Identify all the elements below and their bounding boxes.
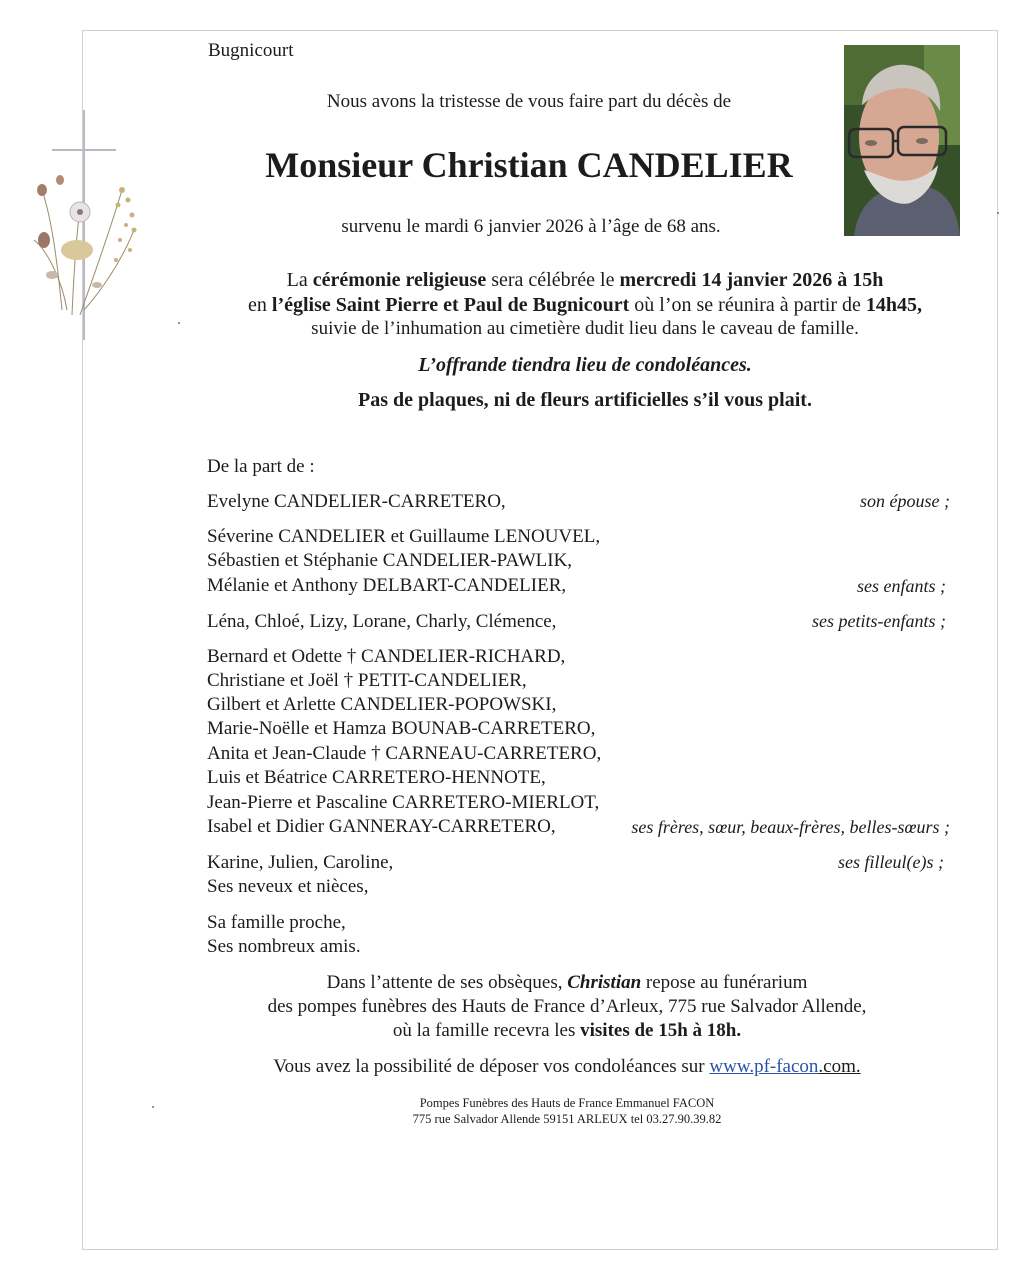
footer-address: 775 rue Salvador Allende 59151 ARLEUX tel 03.27.90.39.82: [412, 1112, 722, 1126]
role-godchildren: ses filleul(e)s ;: [838, 852, 944, 872]
repose-text: où la famille recevra les: [392, 1020, 581, 1041]
condolences-link-suffix[interactable]: .com.: [818, 1056, 861, 1077]
family-child: Sébastien et Stéphanie CANDELIER-PAWLIK,: [207, 550, 573, 571]
family-spouse: Evelyne CANDELIER-CARRETERO,: [207, 491, 506, 512]
ceremony-text: en: [248, 294, 272, 316]
scan-speck: [178, 322, 180, 324]
ceremony-date: mercredi 14 janvier 2026 à 15h: [619, 269, 884, 291]
family-sibling: Luis et Béatrice CARRETERO-HENNOTE,: [207, 767, 546, 788]
repose-line-1: [52, 971, 1030, 995]
ceremony-line-1: [70, 268, 1030, 292]
condolences-website-link[interactable]: www.pf-facon: [709, 1056, 819, 1077]
role-grandchildren: ses petits-enfants ;: [812, 611, 946, 631]
ceremony-line-3: suivie de l’inhumation au cimetière dudit lieu dans le caveau de famille.: [311, 318, 859, 339]
death-info: survenu le mardi 6 janvier 2026 à l’âge de 68 ans.: [341, 216, 721, 237]
ceremony-location: l’église Saint Pierre et Paul de Bugnicourt: [271, 294, 630, 316]
scan-speck: [152, 1106, 154, 1108]
from-label: De la part de :: [207, 456, 315, 477]
visiting-hours: visites de 15h à 18h.: [580, 1020, 742, 1041]
family-sibling: Isabel et Didier GANNERAY-CARRETERO,: [207, 816, 556, 837]
family-sibling: Gilbert et Arlette CANDELIER-POPOWSKI,: [207, 694, 557, 715]
announcement-intro: Nous avons la tristesse de vous faire part du décès de: [326, 91, 732, 112]
no-flowers-notice: Pas de plaques, ni de fleurs artificielles s’il vous plait.: [358, 389, 812, 411]
ceremony-text: La: [286, 269, 313, 291]
family-friends: Ses nombreux amis.: [207, 936, 361, 957]
family-godchildren: Karine, Julien, Caroline,: [207, 852, 394, 873]
ceremony-type: cérémonie religieuse: [312, 269, 487, 291]
family-sibling: Jean-Pierre et Pascaline CARRETERO-MIERLOT,: [207, 792, 600, 813]
condolences-text: Vous avez la possibilité de déposer vos condoléances sur: [273, 1056, 710, 1077]
condolences-line: [52, 1055, 1030, 1079]
family-close: Sa famille proche,: [207, 912, 346, 933]
ceremony-line-2: [70, 293, 1030, 317]
family-sibling: Christiane et Joël † PETIT-CANDELIER,: [207, 670, 527, 691]
family-sibling: Anita et Jean-Claude † CARNEAU-CARRETERO,: [207, 743, 602, 764]
footer-company: Pompes Funèbres des Hauts de France Emmanuel FACON: [419, 1096, 715, 1110]
family-sibling: Bernard et Odette † CANDELIER-RICHARD,: [207, 646, 566, 667]
repose-line-3: [52, 1019, 1030, 1043]
offering-notice: L’offrande tiendra lieu de condoléances.: [418, 354, 752, 376]
repose-line-2: des pompes funèbres des Hauts de France d’Arleux, 775 rue Salvador Allende,: [267, 996, 867, 1017]
deceased-portrait-photo: [844, 45, 960, 236]
role-children: ses enfants ;: [857, 576, 946, 596]
family-sibling: Marie-Noëlle et Hamza BOUNAB-CARRETERO,: [207, 718, 596, 739]
repose-text: repose au funérarium: [641, 972, 808, 993]
repose-first-name: Christian: [567, 972, 642, 993]
family-child: Mélanie et Anthony DELBART-CANDELIER,: [207, 575, 567, 596]
scan-speck: [997, 212, 999, 214]
ceremony-text: sera célébrée le: [486, 269, 620, 291]
role-siblings: ses frères, sœur, beaux-frères, belles-sœurs ;: [631, 817, 950, 837]
family-grandchildren: Léna, Chloé, Lizy, Lorane, Charly, Clémence,: [207, 611, 557, 632]
gathering-time: 14h45,: [865, 294, 922, 316]
family-child: Séverine CANDELIER et Guillaume LENOUVEL,: [207, 526, 601, 547]
deceased-name: Monsieur Christian CANDELIER: [265, 145, 793, 185]
role-spouse: son épouse ;: [860, 491, 950, 511]
repose-text: Dans l’attente de ses obsèques,: [326, 972, 568, 993]
ceremony-text: où l’on se réunira à partir de: [629, 294, 866, 316]
town-name: Bugnicourt: [208, 40, 294, 61]
family-nephews: Ses neveux et nièces,: [207, 876, 369, 897]
